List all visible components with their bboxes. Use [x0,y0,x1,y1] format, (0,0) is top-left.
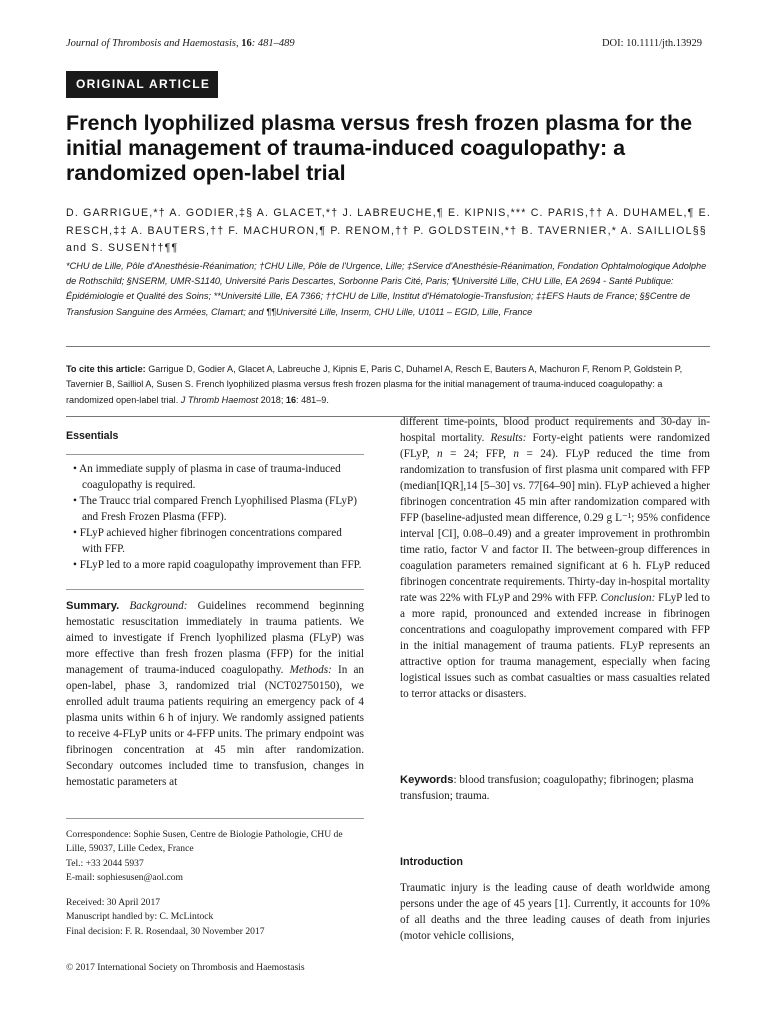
keywords: Keywords: blood transfusion; coagulopathy; fibrinogen; plasma transfusion; trauma. [400,774,694,802]
divider [66,589,364,590]
essentials-title: Essentials [66,430,119,442]
copyright: © 2017 International Society on Thrombosis and Haemostasis [66,962,305,973]
essentials-list [66,461,364,573]
introduction-text: Traumatic injury is the leading cause of death worldwide among persons under the age of 45 years [1]. Currently, it accounts for 10% of all deaths and the three leading causes of death from injuries (motor vehicle collisions, [400,882,710,942]
summary-left: Summary. Background: Guidelines recommend beginning hemostatic resuscitation immediately in trauma patients. We aimed to investigate if French lyophilized plasma (FLyP) was more effective than fresh frozen plasma (FFP) for the initial management of trauma-induced coagulopathy. Methods: In an open-label, phase 3, randomized trial (NCT02750150), we enrolled adult trauma patients requiring an emergency pack of 4 plasma units within 6 h of injury. We randomly assigned patients to receive 4-FLyP units or 4-FFP units. The primary endpoint was fibrinogen concentration at 45 min after randomization. Secondary outcomes included time to transfusion, changes in hemostatic parameters at [66,600,365,788]
dates-block: Received: 30 April 2017 Manuscript handled by: C. McLintock Final decision: F. R. Rosendaal, 30 November 2017 [66,897,265,937]
essentials-box [66,430,364,573]
list-item: • The Traucc trial compared French Lyophilised Plasma (FLyP) and Fresh Frozen Plasma (FFP). [66,493,364,525]
list-item: • FLyP achieved higher fibrinogen concentrations compared with FFP. [66,525,364,557]
author-list: D. GARRIGUE,*† A. GODIER,‡§ A. GLACET,*† J. LABREUCHE,¶ E. KIPNIS,*** C. PARIS,†† A. DUHAMEL,¶ E. RESCH,‡‡ A. BAUTERS,†† F. MACHURON,¶ P. RENOM,†† P. GOLDSTEIN,*† B. TAVERNIER,* A. SAILLIOL§§ and S. SUSEN††¶¶ [66,207,712,254]
affiliations: *CHU de Lille, Pôle d'Anesthésie-Réanimation; †CHU Lille, Pôle de l'Urgence, Lille; ‡Service d'Anesthésie-Réanimation, Fondation Ophtalmologique Adolphe de Rothschild; §NSERM, UMR-S1140, Université Paris Descartes, Sorbonne Paris Cité, Paris; ¶Université Lille, CHU Lille, EA 2694 - Santé Publique: Épidémiologie et Qualité des Soins; **Université Lille, EA 7366; ††CHU de Lille, Institut d'Hématologie-Transfusion; ‡‡EFS Hauts de France; §§Centre de Transfusion Sanguine des Armées, Clamart; and ¶¶Université Lille, Inserm, CHU Lille, U1011 – EGID, Lille, France [66,261,707,317]
section-heading: Introduction [400,856,463,868]
divider [66,454,364,455]
email-link[interactable]: E-mail: sophiesusen@aol.com [66,872,184,884]
journal-citation: Journal of Thrombosis and Haemostasis, 16: 481–489 [66,38,295,49]
list-item: • An immediate supply of plasma in case of trauma-induced coagulopathy is required. [66,461,364,493]
divider [66,818,364,819]
summary-right: different time-points, blood product requirements and 30-day in-hospital mortality. Results: Forty-eight patients were randomized (FLyP, n = 24; FFP, n = 24). FLyP reduced the time from randomization to transfusion of first plasma unit compared with FFP (median[IQR],14 [5–30] vs. 77[64–90] min). FLyP achieved a higher fibrinogen concentration 45 min after randomization compared with FFP (baseline-adjusted mean difference, 0.29 g L⁻¹; 95% confidence interval [CI], 0.08–0.49) and a greater improvement in prothrombin time ratio, factor V and factor II. The between-group differences in coagulation parameters remained significant at 6 h. FLyP reduced fibrinogen concentrate requirements. Thirty-day in-hospital mortality rate was 22% with FLyP and 29% with FFP. Conclusion: FLyP led to a more rapid, pronounced and extended increase in fibrinogen concentrations and coagulopathy improvement compared with FFP in the initial management of trauma patients. FLyP represents an attractive option for trauma management, especially when facing logistical issues such as combat casualties or mass casualties related to terror attacks or disasters. [400,416,711,700]
citation-block: To cite this article: Garrigue D, Godier A, Glacet A, Labreuche J, Kipnis E, Paris C, Duhamel A, Resch E, Bauters A, Machuron F, Renom P, Goldstein P, Tavernier B, Sailliol A, Susen S. French lyophilized plasma versus fresh frozen plasma for the initial management of trauma-induced coagulopathy: a randomized open-label trial. J Thromb Haemost 2018; 16: 481–9. [66,364,683,405]
article-type-banner: ORIGINAL ARTICLE [66,71,218,98]
article-title: French lyophilized plasma versus fresh frozen plasma for the initial management of trauma-induced coagulopathy: a randomized open-label trial [66,111,693,185]
list-item: • FLyP led to a more rapid coagulopathy improvement than FFP. [66,557,364,573]
doi[interactable]: DOI: 10.1111/jth.13929 [601,38,702,49]
divider [66,346,710,347]
correspondence: Correspondence: Sophie Susen, Centre de Biologie Pathologie, CHU de Lille, 59037, Lille Cedex, France Tel.: +33 2044 5937 E-mail: sophiesusen@aol.com [66,828,364,886]
